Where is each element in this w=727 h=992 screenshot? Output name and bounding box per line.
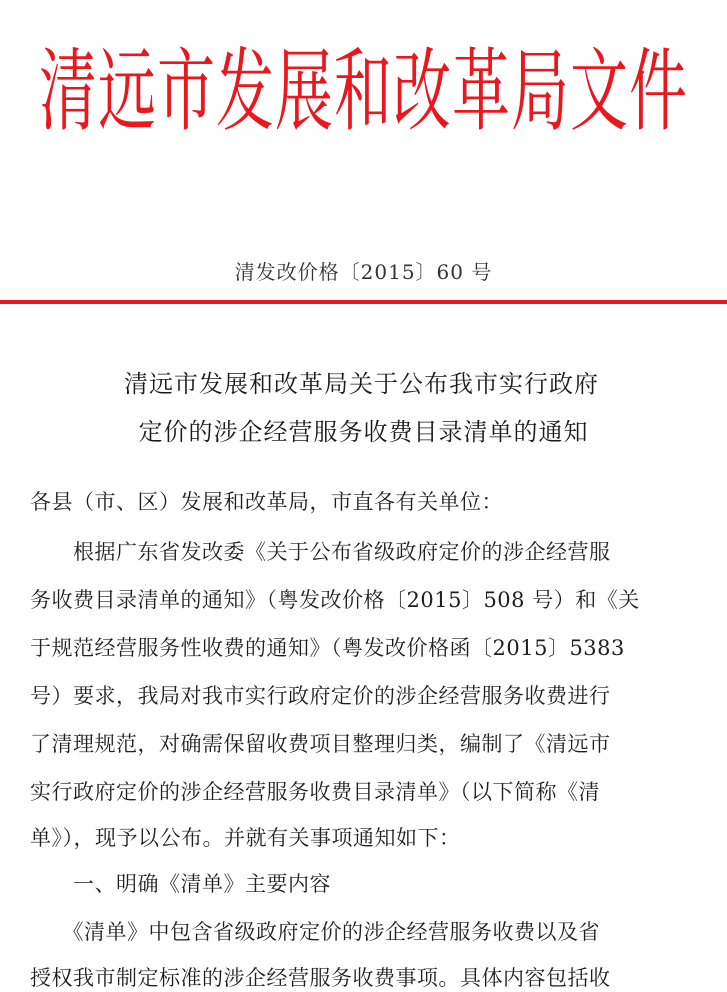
document-title-line-1: 清远市发展和改革局关于公布我市实行政府 [124, 370, 599, 398]
paragraph-line: 了清理规范，对确需保留收费项目整理归类，编制了《清远市 [30, 732, 611, 756]
section-heading: 一、明确《清单》主要内容 [30, 872, 331, 896]
paragraph-line: 根据广东省发改委《关于公布省级政府定价的涉企经营服 [30, 540, 611, 564]
salutation: 各县（市、区）发展和改革局，市直各有关单位： [30, 490, 503, 514]
paragraph-line: 务收费目录清单的通知》（粤发改价格〔2015〕508 号）和《关 [30, 588, 640, 612]
document-number: 清发改价格〔2015〕60 号 [234, 260, 493, 284]
paragraph-line: 授权我市制定标准的涉企经营服务收费事项。具体内容包括收 [30, 966, 611, 990]
issuer-header: 清远市发展和改革局文件 [38, 38, 688, 144]
red-separator-rule [0, 300, 727, 304]
paragraph-line: 实行政府定价的涉企经营服务收费目录清单》（以下简称《清 [30, 780, 600, 804]
paragraph-line: 《清单》中包含省级政府定价的涉企经营服务收费以及省 [30, 920, 600, 944]
document-title-line-2: 定价的涉企经营服务收费目录清单的通知 [138, 418, 589, 446]
paragraph-line: 单》），现予以公布。并就有关事项通知如下： [30, 826, 461, 850]
paragraph-line: 于规范经营服务性收费的通知》（粤发改价格函〔2015〕5383 [30, 636, 625, 660]
paragraph-line: 号）要求，我局对我市实行政府定价的涉企经营服务收费进行 [30, 684, 611, 708]
